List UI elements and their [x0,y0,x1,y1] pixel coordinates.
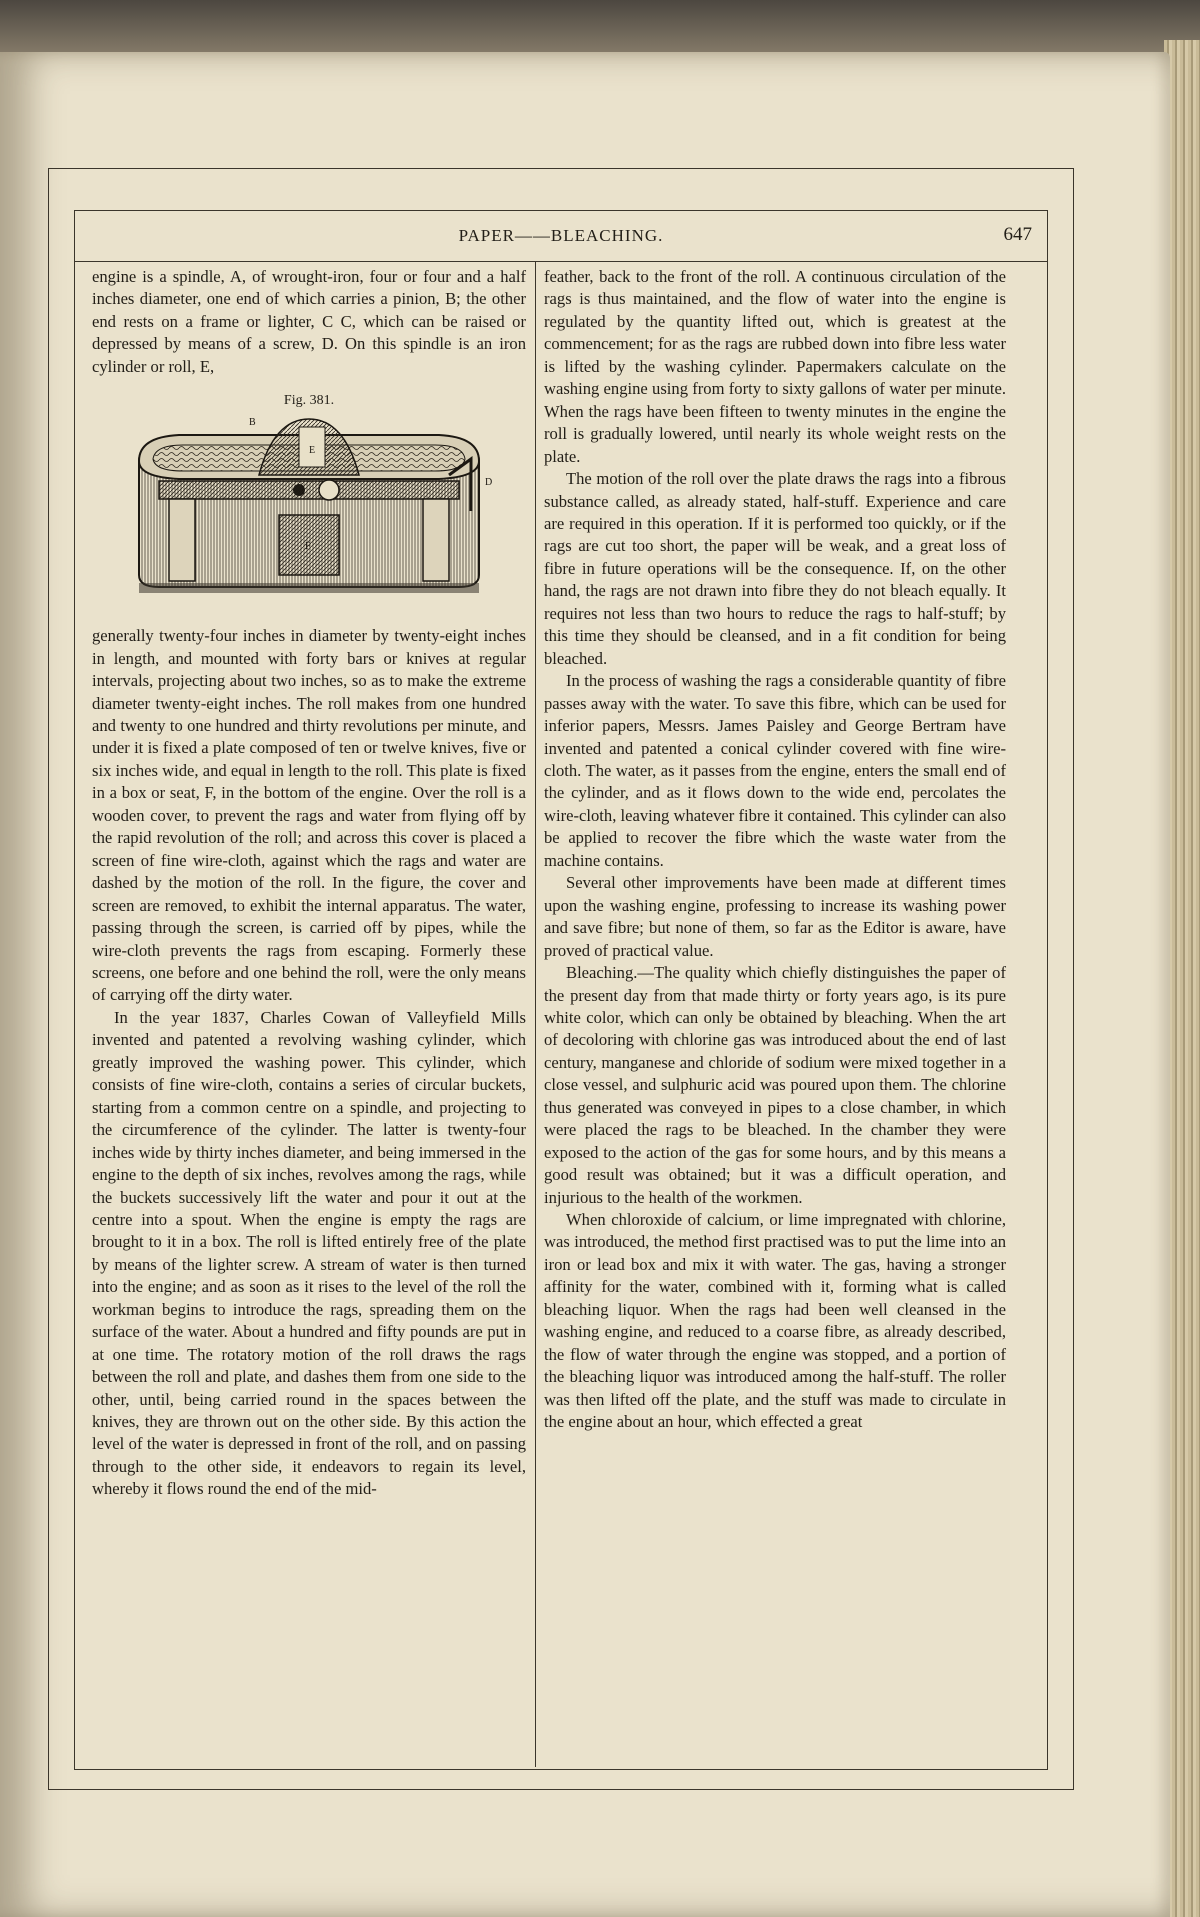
paragraph: Several other improvements have been made at different times upon the washing engine, professing to increase its washing power and save fibre; but none of them, so far as the Editor is aware, have proved of practical value. [544,873,1006,960]
running-head: PAPER——BLEACHING. [458,226,664,245]
washing-engine-engraving [99,415,519,605]
column-divider [535,262,536,1767]
paragraph: engine is a spindle, A, of wrought-iron, four or four and a half inches diameter, one end of which carries a pinion, B; the other end rests on a frame or lighter, C C, which can be raised or depressed by means of a screw, D. On this spindle is an iron cylinder or roll, E, [92,267,526,376]
page-number: 647 [1003,224,1032,245]
figure [92,390,526,611]
figure-label-e: E [309,444,316,456]
paragraph: When chloroxide of calcium, or lime impregnated with chlorine, was introduced, the method first practised was to put the lime into an iron or lead box and mix it with water. The gas, having a stronger affinity for the water, combined with it, forming what is called bleaching liquor. When the rags had been well cleansed in the washing engine, and reduced to a coarse fibre, as already described, the flow of water through the engine was stopped, and a portion of the bleaching liquor was introduced among the half-stuff. The roller was then lifted off the plate, and the stuff was made to circulate in the engine about an hour, which effected a great [544,1210,1006,1432]
page-header [74,210,1048,262]
paragraph: generally twenty-four inches in diameter by twenty-eight inches in length, and mounted with forty bars or knives at regular intervals, projecting about two inches, so as to make the extreme diameter twenty-eight inches. The roll makes from one hundred and twenty to one hundred and thirty revolutions per minute, and under it is fixed a plate composed of ten or twelve knives, five or six inches wide, and equal in length to the roll. This plate is fixed in a box or seat, F, in the bottom of the engine. Over the roll is a wooden cover, to prevent the rags and water from flying off by the rapid revolution of the roll; and across this cover is placed a screen of fine wire-cloth, against which the rags and water are dashed by the motion of the roll. In the figure, the cover and screen are removed, to exhibit the internal apparatus. The water, passing through the screen, is carried off by pipes, while the wire-cloth prevents the rags from escaping. Formerly these screens, one before and one behind the roll, were the only means of carrying off the dirty water. [92,626,526,1005]
figure-caption: Fig. 381. [283,393,335,409]
right-column [544,266,1006,1434]
figure-label-d: D [485,476,493,488]
paragraph: Bleaching.—The quality which chiefly distinguishes the paper of the present day from that made thirty or forty years ago, is its pure white color, which can only be obtained by bleaching. When the art of decoloring with chlorine gas was introduced about the end of last century, manganese and chloride of sodium were mixed together in a close vessel, and sulphuric acid was poured upon them. The chlorine thus generated was conveyed in pipes to a close chamber, in which were placed the rags to be bleached. In the chamber they were exposed to the action of the gas for some hours, and by this means a good result was obtained; but it was a difficult operation, and injurious to the health of the workmen. [544,963,1006,1207]
figure-label-f: F [305,540,311,552]
paragraph: The motion of the roll over the plate draws the rags into a fibrous substance called, as already stated, half-stuff. Experience and care are required in this operation. If it is performed too quickly, or if the rags are cut too short, the paper will be weak, and a great loss of fibre in future operations will be the consequence. If, on the other hand, the rags are not drawn into fibre they do not bleach equally. It requires not less than two hours to reduce the rags to half-stuff; by this time they should be cleansed, and in a fit condition for being bleached. [544,469,1006,668]
paragraph: In the year 1837, Charles Cowan of Valleyfield Mills invented and patented a revolving washing cylinder, which greatly improved the washing power. This cylinder, which consists of fine wire-cloth, contains a series of circular buckets, starting from a common centre on a spindle, and projecting to the circumference of the cylinder. The latter is twenty-four inches wide by thirty inches diameter, and being immersed in the engine to the depth of six inches, revolves among the rags, while the buckets successively lift the water and pour it out at the centre into a spout. When the engine is empty the rags are brought to it in a box. The roll is lifted entirely free of the plate by means of the lighter screw. A stream of water is then turned into the engine; and as soon as it rises to the level of the roll the workman begins to introduce the rags, spreading them on the surface of the water. About a hundred and fifty pounds are put in at one time. The rotatory motion of the roll draws the rags between the roll and plate, and dashes them from one side to the other, until, being carried round in the spaces between the knives, they are thrown out on the other side. By this action the level of the water is depressed in front of the roll, and on passing through to the other side, it endeavors to regain its level, whereby it flows round the end of the mid- [92,1007,526,1499]
figure-label-b: B [249,416,256,428]
left-column [92,266,526,1501]
paragraph: In the process of washing the rags a considerable quantity of fibre passes away with the water. To save this fibre, which can be used for inferior papers, Messrs. James Paisley and George Bertram have invented and patented a conical cylinder covered with fine wire-cloth. The water, as it passes from the engine, enters the small end of the cylinder, and as it flows down to the wide end, percolates the wire-cloth, leaving whatever fibre it contained. This cylinder can also be applied to recover the fibre which the waste water from the machine contains. [544,671,1006,870]
book-cover-edge [0,0,1200,60]
paragraph: feather, back to the front of the roll. A continuous circulation of the rags is thus maintained, and the flow of water into the engine is regulated by the quantity lifted out, which is greatest at the commencement; for as the rags are rubbed down into fibre less water is lifted by the washing cylinder. Papermakers calculate on the washing engine using from forty to sixty gallons of water per minute. When the rags have been fifteen to twenty minutes in the engine the roll is gradually lowered, until nearly its whole weight rests on the plate. [544,267,1006,466]
